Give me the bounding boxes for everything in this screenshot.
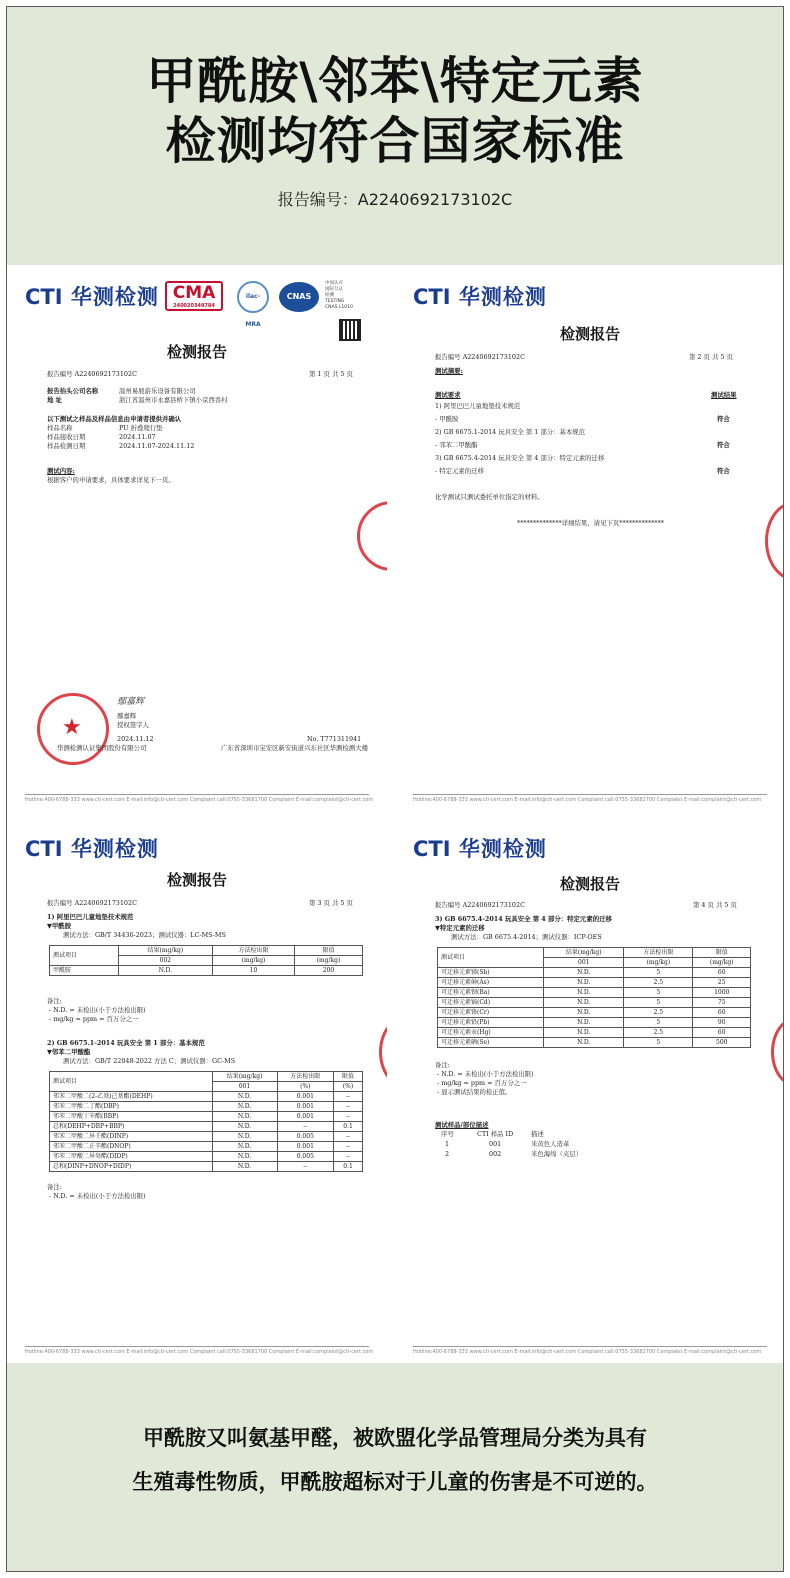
report-no-label: 报告编号 A2240692173102C xyxy=(435,901,525,909)
section-2-method: 测试方法：GB/T 22048-2022 方法 C；测试仪器：GC-MS xyxy=(63,1057,236,1065)
cnas-caption-line: CNAS L1010 xyxy=(325,305,353,310)
table-cell: 总和(DEHP+DBP+BBP) xyxy=(50,1122,213,1132)
sample-name-value: PU 折叠爬行垫 xyxy=(119,424,163,432)
sample-col-header: 描述 xyxy=(531,1130,544,1138)
table-cell: 邻苯二甲酸二异壬酯(DINP) xyxy=(50,1132,213,1142)
table-cell: N.D. xyxy=(544,988,624,998)
table-row xyxy=(50,1092,363,1102)
report-page-2 xyxy=(395,265,784,811)
table-header-cell: 结果(mg/kg) xyxy=(118,946,213,956)
cti-mark: CTI xyxy=(413,837,451,861)
summary-label: 测试摘要: xyxy=(435,367,463,375)
table-cell: 可迁移元素铬(Cr) xyxy=(438,1008,544,1018)
table-cell: -- xyxy=(334,1132,363,1142)
red-seal-stamp xyxy=(765,501,784,581)
table-header-row xyxy=(50,946,363,956)
report-page-1 xyxy=(7,265,387,811)
page-footer: Hotline:400-6788-333 www.cti-cert.com E-mail:info@cti-cert.com Complaint call:0755-33681700 Complaint E-mail:complaint@cti-cert.com xyxy=(25,794,369,803)
phthalate-table xyxy=(49,1071,363,1172)
note-line: - 显示测试结果的检正值。 xyxy=(437,1088,512,1096)
content-value: 根据客户的申请要求，具体要求详见下一页。 xyxy=(47,476,175,484)
note-line: - mg/kg = ppm = 百万分之一 xyxy=(49,1015,139,1023)
ilac-mra-logo: ilac-MRA xyxy=(237,281,269,313)
table-cell: 5 xyxy=(624,1018,693,1028)
page-title: 检测报告 xyxy=(166,343,227,361)
table-header-cell: (mg/kg) xyxy=(295,956,363,966)
sample-col-header: CTI 样品 ID xyxy=(477,1130,514,1138)
table-cell: 可迁移元素钡(Ba) xyxy=(438,988,544,998)
poster-frame xyxy=(6,6,784,1572)
notes-label: 备注: xyxy=(47,997,62,1005)
test-date-value: 2024.11.07-2024.11.12 xyxy=(119,442,195,450)
note-line: - N.D. = 未检出(小于方法检出限) xyxy=(437,1070,534,1078)
table-row xyxy=(50,1132,363,1142)
brand-name: 华测检测 xyxy=(70,837,159,861)
table-cell: 2.5 xyxy=(624,978,693,988)
table-row xyxy=(438,1018,751,1028)
report-no-label: 报告编号 A2240692173102C xyxy=(47,370,137,378)
table-cell: 邻苯二甲酸二(2-乙基)己基酯(DEHP) xyxy=(50,1092,213,1102)
material-note: 化学测试只测试委托单位指定的材料。 xyxy=(435,493,544,501)
page-number: 第 4 页 共 5 页 xyxy=(693,901,737,909)
table-cell: N.D. xyxy=(212,1122,277,1132)
table-cell: -- xyxy=(277,1162,333,1172)
table-row xyxy=(438,988,751,998)
cma-number: 240020349784 xyxy=(173,303,215,309)
cti-logo xyxy=(25,281,159,311)
page-title: 检测报告 xyxy=(559,875,620,893)
summary-row: 1) 阿里巴巴儿童地垫技术规范 xyxy=(435,402,521,410)
table-header-row xyxy=(50,1072,363,1082)
table-cell: N.D. xyxy=(212,1092,277,1102)
address-value: 浙江省温州市永嘉县桥下镇小京西岙村 xyxy=(119,396,228,404)
notes-label: 备注: xyxy=(47,1183,62,1191)
table-cell: 0.001 xyxy=(277,1142,333,1152)
table-cell: 25 xyxy=(693,978,751,988)
seal-star-icon: ★ xyxy=(62,715,82,740)
table-cell: -- xyxy=(334,1092,363,1102)
summary-result: 符合 xyxy=(717,415,730,423)
table-cell: 5 xyxy=(624,968,693,978)
table-header-cell: 方法检出限 xyxy=(213,946,295,956)
table-header-cell: 限值 xyxy=(693,948,751,958)
table-cell: N.D. xyxy=(212,1102,277,1112)
section-1-subheading: ▼甲酰胺 xyxy=(47,922,72,930)
table-cell: 75 xyxy=(693,998,751,1008)
table-row xyxy=(50,1142,363,1152)
table-cell: -- xyxy=(334,1112,363,1122)
sample-description-label: 测试样品/部位描述 xyxy=(435,1121,489,1129)
see-next-page: **************详细结果，请见下页************** xyxy=(517,519,664,527)
sign-company: 华测检测认证集团股份有限公司 xyxy=(57,744,147,752)
table-cell: 可迁移元素硒(Se) xyxy=(438,1038,544,1048)
cnas-caption-line: 检测 xyxy=(325,293,334,298)
table-header-cell: (mg/kg) xyxy=(213,956,295,966)
table-header-cell: 001 xyxy=(212,1082,277,1092)
table-cell: N.D. xyxy=(212,1162,277,1172)
table-row xyxy=(50,1152,363,1162)
section-3-method: 测试方法：GB 6675.4-2014；测试仪器：ICP-OES xyxy=(451,933,602,941)
page-number: 第 1 页 共 5 页 xyxy=(309,370,353,378)
table-cell: 总和(DINP+DNOP+DIDP) xyxy=(50,1162,213,1172)
sample-header: 以下测试之样品及样品信息由申请者提供并确认 xyxy=(47,415,182,423)
section-3-heading: 3) GB 6675.4-2014 玩具安全 第 4 部分：特定元素的迁移 xyxy=(435,915,612,923)
report-number: 报告编号：A2240692173102C xyxy=(277,190,513,209)
table-header-cell: 方法检出限 xyxy=(624,948,693,958)
section-1-heading: 1) 阿里巴巴儿童地垫技术规范 xyxy=(47,913,134,921)
table-cell: N.D. xyxy=(212,1142,277,1152)
page-number: 第 2 页 共 5 页 xyxy=(689,353,733,361)
table-cell: 5 xyxy=(624,1038,693,1048)
table-header-cell: 方法检出限 xyxy=(277,1072,333,1082)
table-header-cell: 001 xyxy=(544,958,624,968)
element-migration-table xyxy=(437,947,751,1048)
test-date-label: 样品检测日期 xyxy=(47,442,86,450)
report-no-label: 报告编号 A2240692173102C xyxy=(435,353,525,361)
cnas-caption-line: 中国认可 xyxy=(325,281,343,286)
table-cell: -- xyxy=(334,1102,363,1112)
table-row xyxy=(438,1008,751,1018)
table-cell: 500 xyxy=(693,1038,751,1048)
description-line-2: 生殖毒性物质，甲酰胺超标对于儿童的伤害是不可逆的。 xyxy=(132,1470,658,1494)
table-cell: N.D. xyxy=(544,1038,624,1048)
table-row xyxy=(50,1122,363,1132)
sign-date: 2024.11.12 xyxy=(117,735,154,743)
table-cell: 邻苯二甲酸二丁酯(DBP) xyxy=(50,1102,213,1112)
cti-mark: CTI xyxy=(25,285,63,309)
qr-code xyxy=(339,319,361,341)
description-section xyxy=(7,1363,783,1572)
summary-row: - 邻苯二甲酸酯 xyxy=(435,441,478,449)
sample-cell: 002 xyxy=(489,1150,502,1158)
table-cell: 可迁移元素汞(Hg) xyxy=(438,1028,544,1038)
table-cell: N.D. xyxy=(118,966,213,976)
table-header-cell: 限值 xyxy=(334,1072,363,1082)
sample-cell: 001 xyxy=(489,1140,502,1148)
sample-cell: 2 xyxy=(445,1150,450,1158)
sample-cell: 米黄色人造革 xyxy=(531,1140,570,1148)
table-cell: 可迁移元素铅(Pb) xyxy=(438,1018,544,1028)
table-cell: N.D. xyxy=(544,1008,624,1018)
table-cell: 200 xyxy=(295,966,363,976)
table-cell: 90 xyxy=(693,1018,751,1028)
requirement-header: 测试要求 xyxy=(435,391,461,399)
result-header: 测试结果 xyxy=(711,391,737,399)
cti-logo xyxy=(25,833,159,863)
table-header-cell: (%) xyxy=(334,1082,363,1092)
cti-logo xyxy=(413,281,547,311)
section-3-subheading: ▼特定元素的迁移 xyxy=(435,924,485,932)
red-seal-stamp xyxy=(379,1017,387,1087)
section-1-method: 测试方法：GB/T 34436-2023；测试仪器：LC-MS-MS xyxy=(63,931,226,939)
report-no-label: 报告编号 A2240692173102C xyxy=(47,899,137,907)
signature: 鄢嘉辉 xyxy=(117,697,145,707)
table-cell: N.D. xyxy=(544,998,624,1008)
company-label: 报告抬头公司名称 xyxy=(47,387,99,395)
cnas-logo: CNAS xyxy=(279,282,319,312)
table-cell: -- xyxy=(277,1122,333,1132)
sample-cell: 1 xyxy=(445,1140,450,1148)
sample-name-label: 样品名称 xyxy=(47,424,73,432)
table-cell: 60 xyxy=(693,1008,751,1018)
table-header-cell: 测试项目 xyxy=(50,1072,213,1092)
page-footer: Hotline:400-6788-333 www.cti-cert.com E-mail:info@cti-cert.com Complaint call:0755-33681700 Complaint E-mail:complaint@cti-cert.com xyxy=(413,794,767,803)
table-cell: -- xyxy=(334,1142,363,1152)
table-cell: N.D. xyxy=(544,978,624,988)
signer-name: 鄢嘉辉 xyxy=(117,712,137,720)
summary-row: 2) GB 6675.1-2014 玩具安全 第 1 部分：基本规范 xyxy=(435,428,586,436)
table-cell: 10 xyxy=(213,966,295,976)
cti-logo xyxy=(413,833,547,863)
description-line-1: 甲酰胺又叫氨基甲醛，被欧盟化学品管理局分类为具有 xyxy=(143,1426,647,1450)
page-title: 检测报告 xyxy=(166,871,227,889)
note-line: - mg/kg = ppm = 百万分之一 xyxy=(437,1079,527,1087)
report-pages-area xyxy=(7,265,783,1363)
table-cell: 2.5 xyxy=(624,1008,693,1018)
received-value: 2024.11.07 xyxy=(119,433,156,441)
table-header-cell: 限值 xyxy=(295,946,363,956)
table-cell: 5 xyxy=(624,988,693,998)
cma-label: CMA xyxy=(172,283,216,303)
table-header-cell: (mg/kg) xyxy=(693,958,751,968)
section-2-subheading: ▼邻苯二甲酸酯 xyxy=(47,1048,91,1056)
table-cell: 甲酰胺 xyxy=(50,966,119,976)
page-title: 检测报告 xyxy=(559,325,620,343)
summary-row: - 特定元素的迁移 xyxy=(435,467,484,475)
header-section xyxy=(7,7,783,265)
table-header-cell: 结果(mg/kg) xyxy=(212,1072,277,1082)
cti-mark: CTI xyxy=(413,285,451,309)
brand-name: 华测检测 xyxy=(458,837,547,861)
table-row xyxy=(438,968,751,978)
table-cell: N.D. xyxy=(544,968,624,978)
table-cell: 可迁移元素锑(Sb) xyxy=(438,968,544,978)
table-cell: N.D. xyxy=(212,1112,277,1122)
cnas-caption xyxy=(325,281,353,311)
table-cell: 可迁移元素砷(As) xyxy=(438,978,544,988)
table-cell: 0.005 xyxy=(277,1152,333,1162)
table-cell: 邻苯二甲酸丁苄酯(BBP) xyxy=(50,1112,213,1122)
page-footer: Hotline:400-6788-333 www.cti-cert.com E-mail:info@cti-cert.com Complaint call:0755-33681700 Complaint E-mail:complaint@cti-cert.com xyxy=(413,1346,767,1355)
table-row xyxy=(438,1038,751,1048)
table-row xyxy=(50,966,363,976)
brand-name: 华测检测 xyxy=(458,285,547,309)
table-cell: N.D. xyxy=(544,1028,624,1038)
address-label: 地 址 xyxy=(47,396,63,404)
table-cell: -- xyxy=(334,1152,363,1162)
table-header-cell: 测试项目 xyxy=(50,946,119,966)
cnas-caption-line: 国际互认 xyxy=(325,287,343,292)
received-label: 样品接收日期 xyxy=(47,433,86,441)
report-page-3 xyxy=(7,817,387,1363)
notes-label: 备注: xyxy=(435,1061,450,1069)
brand-name: 华测检测 xyxy=(70,285,159,309)
table-cell: 邻苯二甲酸二异癸酯(DIDP) xyxy=(50,1152,213,1162)
table-cell: 2.5 xyxy=(624,1028,693,1038)
document-number: No. T771311941 xyxy=(307,735,362,743)
red-seal-stamp xyxy=(771,1017,784,1087)
note-line: - N.D. = 未检出(小于方法检出限) xyxy=(49,1006,146,1014)
headline-line-2: 检测均符合国家标准 xyxy=(165,112,625,170)
formamide-table xyxy=(49,945,363,976)
table-cell: 邻苯二甲酸二正辛酯(DNOP) xyxy=(50,1142,213,1152)
table-row xyxy=(438,998,751,1008)
table-row xyxy=(438,1028,751,1038)
table-cell: N.D. xyxy=(212,1152,277,1162)
table-cell: 0.001 xyxy=(277,1092,333,1102)
table-cell: 0.001 xyxy=(277,1112,333,1122)
table-cell: 可迁移元素镉(Cd) xyxy=(438,998,544,1008)
table-header-cell: 测试项目 xyxy=(438,948,544,968)
sample-cell: 米色海绵（夹层） xyxy=(531,1150,583,1158)
table-cell: 0.1 xyxy=(334,1122,363,1132)
summary-result: 符合 xyxy=(717,467,730,475)
table-cell: N.D. xyxy=(212,1132,277,1142)
table-cell: 0.005 xyxy=(277,1132,333,1142)
table-cell: 0.1 xyxy=(334,1162,363,1172)
sample-col-header: 序号 xyxy=(441,1130,454,1138)
headline-line-1: 甲酰胺\邻苯\特定元素 xyxy=(146,52,644,110)
table-cell: 1000 xyxy=(693,988,751,998)
table-cell: 0.001 xyxy=(277,1102,333,1112)
content-label: 测试内容: xyxy=(47,467,75,475)
company-value: 温州易展游乐设备有限公司 xyxy=(119,387,196,395)
table-header-cell: 002 xyxy=(118,956,213,966)
summary-row: 3) GB 6675.4-2014 玩具安全 第 4 部分：特定元素的迁移 xyxy=(435,454,605,462)
page-footer: Hotline:400-6788-333 www.cti-cert.com E-mail:info@cti-cert.com Complaint call:0755-33681700 Complaint E-mail:complaint@cti-cert.com xyxy=(25,1346,369,1355)
summary-row: - 甲酰胺 xyxy=(435,415,459,423)
table-header-cell: (%) xyxy=(277,1082,333,1092)
red-seal-stamp xyxy=(357,501,387,571)
table-cell: N.D. xyxy=(544,1018,624,1028)
signer-title: 授权签字人 xyxy=(117,721,149,729)
report-page-4 xyxy=(395,817,784,1363)
cnas-caption-line: TESTING xyxy=(325,299,345,304)
accreditation-marks xyxy=(165,281,387,328)
table-cell: 5 xyxy=(624,998,693,1008)
cti-mark: CTI xyxy=(25,837,63,861)
table-header-cell: (mg/kg) xyxy=(624,958,693,968)
table-row xyxy=(438,978,751,988)
table-header-cell: 结果(mg/kg) xyxy=(544,948,624,958)
lab-address: 广东省深圳市宝安区新安街道兴东社区华测检测大楼 xyxy=(221,744,368,752)
table-row xyxy=(50,1102,363,1112)
table-header-row xyxy=(438,948,751,958)
section-2-heading: 2) GB 6675.1-2014 玩具安全 第 1 部分：基本规范 xyxy=(47,1039,205,1047)
note-line: - N.D. = 未检出(小于方法检出限) xyxy=(49,1192,146,1200)
table-row xyxy=(50,1162,363,1172)
table-row xyxy=(50,1112,363,1122)
page-number: 第 3 页 共 5 页 xyxy=(309,899,353,907)
table-cell: 60 xyxy=(693,1028,751,1038)
summary-result: 符合 xyxy=(717,441,730,449)
table-cell: 60 xyxy=(693,968,751,978)
cma-mark xyxy=(165,281,223,311)
